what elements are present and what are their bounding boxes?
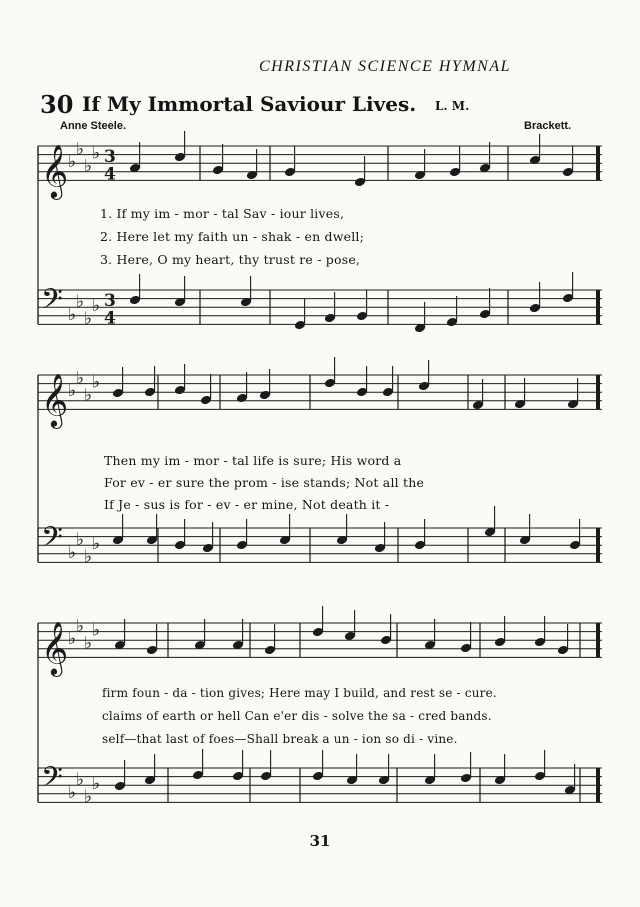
- page-number: 31: [309, 832, 331, 850]
- lyric-line: claims of earth or hell Can e'er dis - solve the sa - cred bands.: [102, 709, 492, 723]
- lyric-line: self—that last of foes—Shall break a un - ion so di - vine.: [102, 732, 458, 746]
- flat-sign: ♭: [68, 629, 77, 650]
- hymn-meter: L. M.: [435, 99, 470, 113]
- flat-sign: ♭: [92, 774, 101, 795]
- flat-sign: ♭: [92, 620, 101, 641]
- lyric-line: Then my im - mor - tal life is sure; His word a: [104, 453, 402, 468]
- flat-sign: ♭: [84, 547, 93, 568]
- flat-sign: ♭: [68, 542, 77, 563]
- flat-sign: ♭: [76, 529, 85, 550]
- flat-sign: ♭: [92, 296, 101, 317]
- flat-sign: ♭: [68, 381, 77, 402]
- flat-sign: ♭: [84, 385, 93, 406]
- flat-sign: ♭: [76, 368, 85, 389]
- flat-sign: ♭: [84, 309, 93, 330]
- bass-clef: 𝄢: [41, 283, 63, 323]
- time-signature-top: 3: [104, 147, 116, 168]
- flat-sign: ♭: [92, 372, 101, 393]
- time-signature-bottom: 4: [104, 308, 116, 329]
- flat-sign: ♭: [76, 769, 85, 790]
- lyric-line: If Je - sus is for - ev - er mine, Not death it -: [104, 497, 390, 512]
- flat-sign: ♭: [84, 787, 93, 808]
- treble-clef: 𝄞: [41, 620, 69, 675]
- lyric-line: For ev - er sure the prom - ise stands; Not all the: [104, 475, 425, 490]
- treble-clef: 𝄞: [41, 372, 69, 427]
- flat-sign: ♭: [68, 152, 77, 173]
- flat-sign: ♭: [76, 139, 85, 160]
- flat-sign: ♭: [76, 616, 85, 637]
- flat-sign: ♭: [68, 304, 77, 325]
- flat-sign: ♭: [92, 534, 101, 555]
- flat-sign: ♭: [84, 156, 93, 177]
- lyric-line: 1. If my im - mor - tal Sav - iour lives,: [100, 206, 345, 221]
- flat-sign: ♭: [92, 143, 101, 164]
- book-title: CHRISTIAN SCIENCE HYMNAL: [258, 58, 511, 75]
- hymn-title: If My Immortal Saviour Lives.: [82, 92, 417, 116]
- composer-name: Brackett.: [524, 120, 572, 132]
- time-signature-bottom: 4: [104, 164, 116, 185]
- bass-clef: 𝄢: [41, 521, 63, 561]
- time-signature-top: 3: [104, 291, 116, 312]
- lyricist-name: Anne Steele.: [60, 120, 127, 132]
- lyric-line: 3. Here, O my heart, thy trust re - pose,: [100, 252, 361, 267]
- flat-sign: ♭: [84, 633, 93, 654]
- flat-sign: ♭: [76, 291, 85, 312]
- lyric-line: 2. Here let my faith un - shak - en dwell;: [100, 229, 365, 244]
- flat-sign: ♭: [68, 782, 77, 803]
- lyric-line: firm foun - da - tion gives; Here may I build, and rest se - cure.: [102, 686, 497, 700]
- bass-clef: 𝄢: [41, 761, 63, 801]
- treble-clef: 𝄞: [41, 143, 69, 198]
- hymn-number: 30: [40, 90, 74, 119]
